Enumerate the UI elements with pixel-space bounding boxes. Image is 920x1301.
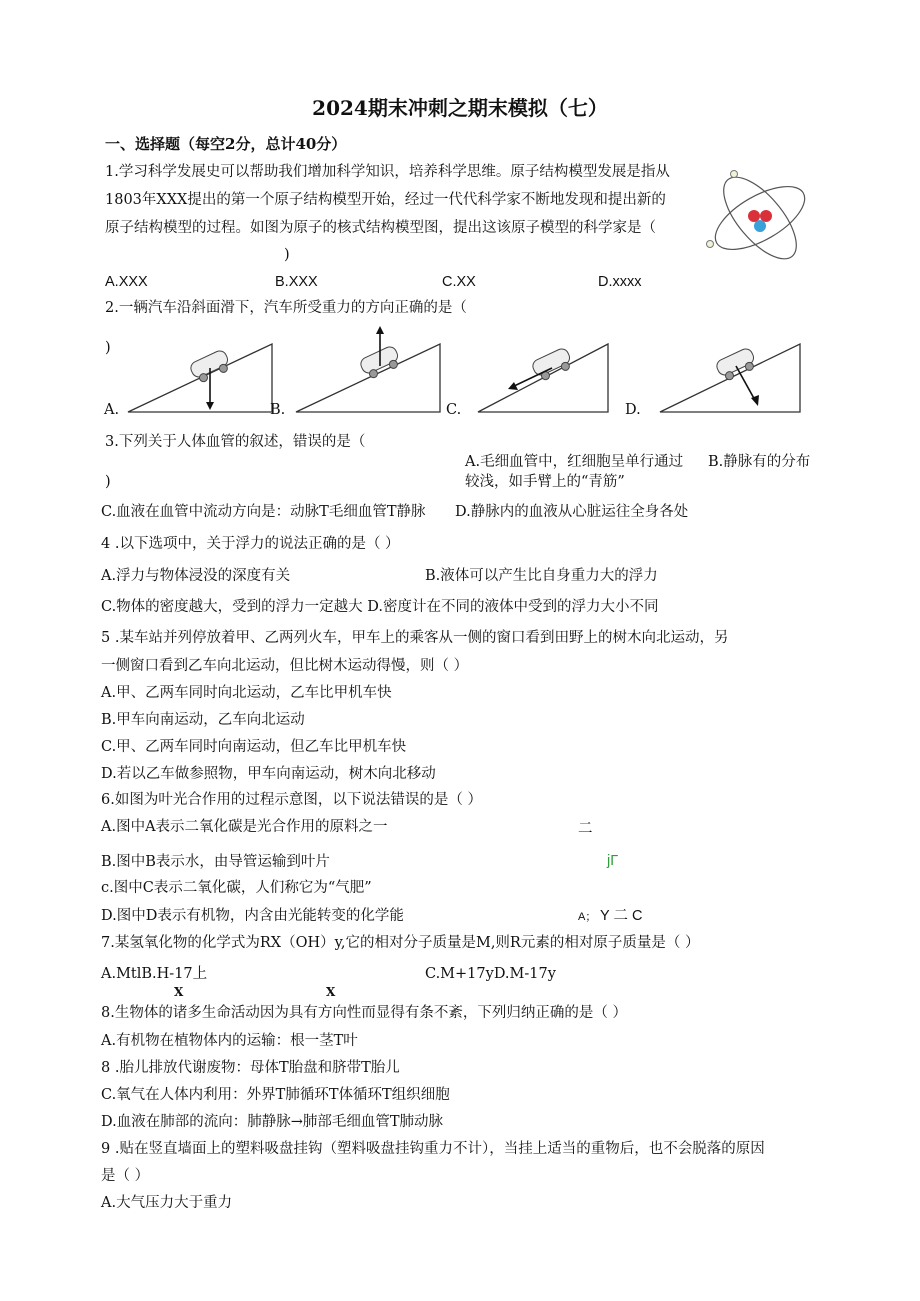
q8-option-b: 8 .胎儿排放代谢废物：母体T胎盘和脐带T胎儿	[101, 1060, 400, 1076]
q1-option-c: C.XX	[442, 274, 476, 290]
q3-option-b-continued: 较浅，如手臂上的“青筋”	[465, 474, 625, 490]
q6-figure-mark-3: A；	[578, 911, 597, 923]
q7-option-a-b: A.MtlB.H-17上	[101, 966, 208, 982]
q7-x-mark-1: X	[174, 985, 184, 999]
q2-close-paren: )	[105, 340, 111, 356]
q9-option-a: A.大气压力大于重力	[101, 1195, 233, 1211]
q5-option-b: B.甲车向南运动，乙车向北运动	[101, 712, 305, 728]
q7-stem: 7.某氢氧化物的化学式为RX（OH）y,它的相对分子质量是M,则R元素的相对原子质量是（ ）	[101, 935, 700, 951]
q1-line-2: 1803年XXX提出的第一个原子结构模型开始，经过一代代科学家不断地发现和提出新的	[105, 192, 666, 208]
q4-stem: 4 .以下选项中，关于浮力的说法正确的是（ ）	[101, 536, 400, 552]
q3-option-c: C.血液在血管中流动方向是：动脉T毛细血管T静脉	[101, 504, 426, 520]
q6-figure-mark-4: Y 二 C	[600, 908, 643, 924]
q6-option-b: B.图中B表示水，由导管运输到叶片	[101, 854, 330, 870]
q3-option-a: A.毛细血管中，红细胞呈单行通过	[465, 454, 684, 470]
q6-figure-mark-1: 二	[578, 821, 593, 837]
q1-line-1: 1.学习科学发展史可以帮助我们增加科学知识，培养科学思维。原子结构模型发展是指从	[105, 164, 670, 180]
q2-label-c: C.	[446, 402, 462, 418]
q8-stem: 8.生物体的诸多生命活动因为具有方向性而显得有条不紊，下列归纳正确的是（ ）	[101, 1005, 627, 1021]
q9-line-1: 9 .贴在竖直墙面上的塑料吸盘挂钩（塑料吸盘挂钩重力不计），当挂上适当的重物后，也不会脱落的原因	[101, 1141, 765, 1157]
q8-option-d: D.血液在肺部的流向：肺静脉→肺部毛细血管T肺动脉	[101, 1114, 444, 1130]
q2-label-b: B.	[270, 402, 286, 418]
q6-stem: 6.如图为叶光合作用的过程示意图，以下说法错误的是（ ）	[101, 792, 482, 808]
q2-label-d: D.	[625, 402, 641, 418]
q6-figure-mark-2: jΓ	[607, 853, 619, 869]
q8-option-c: C.氧气在人体内利用：外界T肺循环T体循环T组织细胞	[101, 1087, 450, 1103]
q5-option-c: C.甲、乙两车同时向南运动，但乙车比甲机车快	[101, 739, 407, 755]
q4-option-a: A.浮力与物体浸没的深度有关	[101, 568, 291, 584]
q8-option-a: A.有机物在植物体内的运输：根一茎T叶	[101, 1033, 358, 1049]
q9-line-2: 是（ ）	[101, 1168, 150, 1184]
q5-option-a: A.甲、乙两车同时向北运动，乙车比甲机车快	[101, 685, 392, 701]
q1-option-d: D.xxxx	[598, 274, 642, 290]
q1-line-3: 原子结构模型的过程。如图为原子的核式结构模型图，提出这该原子模型的科学家是（	[105, 220, 656, 236]
q1-option-b: B.XXX	[275, 274, 318, 290]
q4-option-b: B.液体可以产生比自身重力大的浮力	[425, 568, 658, 584]
q2-figure-a	[128, 344, 272, 412]
q2-figure-b	[296, 326, 440, 412]
q4-option-c-d: C.物体的密度越大，受到的浮力一定越大 D.密度计在不同的液体中受到的浮力大小不同	[101, 599, 659, 615]
atom-model-icon	[700, 162, 820, 272]
q3-close-paren: )	[105, 474, 111, 490]
q6-option-d: D.图中D表示有机物，内含由光能转变的化学能	[101, 908, 404, 924]
q1-close-paren: )	[284, 247, 290, 263]
q3-option-b: B.静脉有的分布	[708, 454, 811, 470]
q3-option-d: D.静脉内的血液从心脏运往全身各处	[455, 504, 689, 520]
q6-option-a: A.图中A表示二氧化碳是光合作用的原料之一	[101, 819, 388, 835]
q1-option-a: A.XXX	[105, 274, 148, 290]
q5-line-2: 一侧窗口看到乙车向北运动，但比树木运动得慢，则（ ）	[101, 658, 469, 674]
q6-option-c: c.图中C表示二氧化碳，人们称它为“气肥”	[101, 880, 372, 896]
q3-stem: 3.下列关于人体血管的叙述，错误的是（	[105, 434, 366, 450]
q2-stem: 2.一辆汽车沿斜面滑下，汽车所受重力的方向正确的是（	[105, 300, 467, 316]
q7-option-c-d: C.M+17yD.M-17y	[425, 966, 556, 982]
q7-x-mark-2: X	[326, 985, 336, 999]
q2-figure-d	[660, 344, 800, 412]
q2-figure-c	[478, 344, 608, 412]
q5-line-1: 5 .某车站并列停放着甲、乙两列火车，甲车上的乘客从一侧的窗口看到田野上的树木向北运动，另	[101, 630, 729, 646]
q5-option-d: D.若以乙车做参照物，甲车向南运动，树木向北移动	[101, 766, 436, 782]
page-title: 2024期末冲刺之期末模拟（七）	[312, 96, 608, 120]
section-heading: 一、选择题（每空2分，总计40分）	[105, 135, 347, 153]
q2-label-a: A.	[104, 402, 120, 418]
